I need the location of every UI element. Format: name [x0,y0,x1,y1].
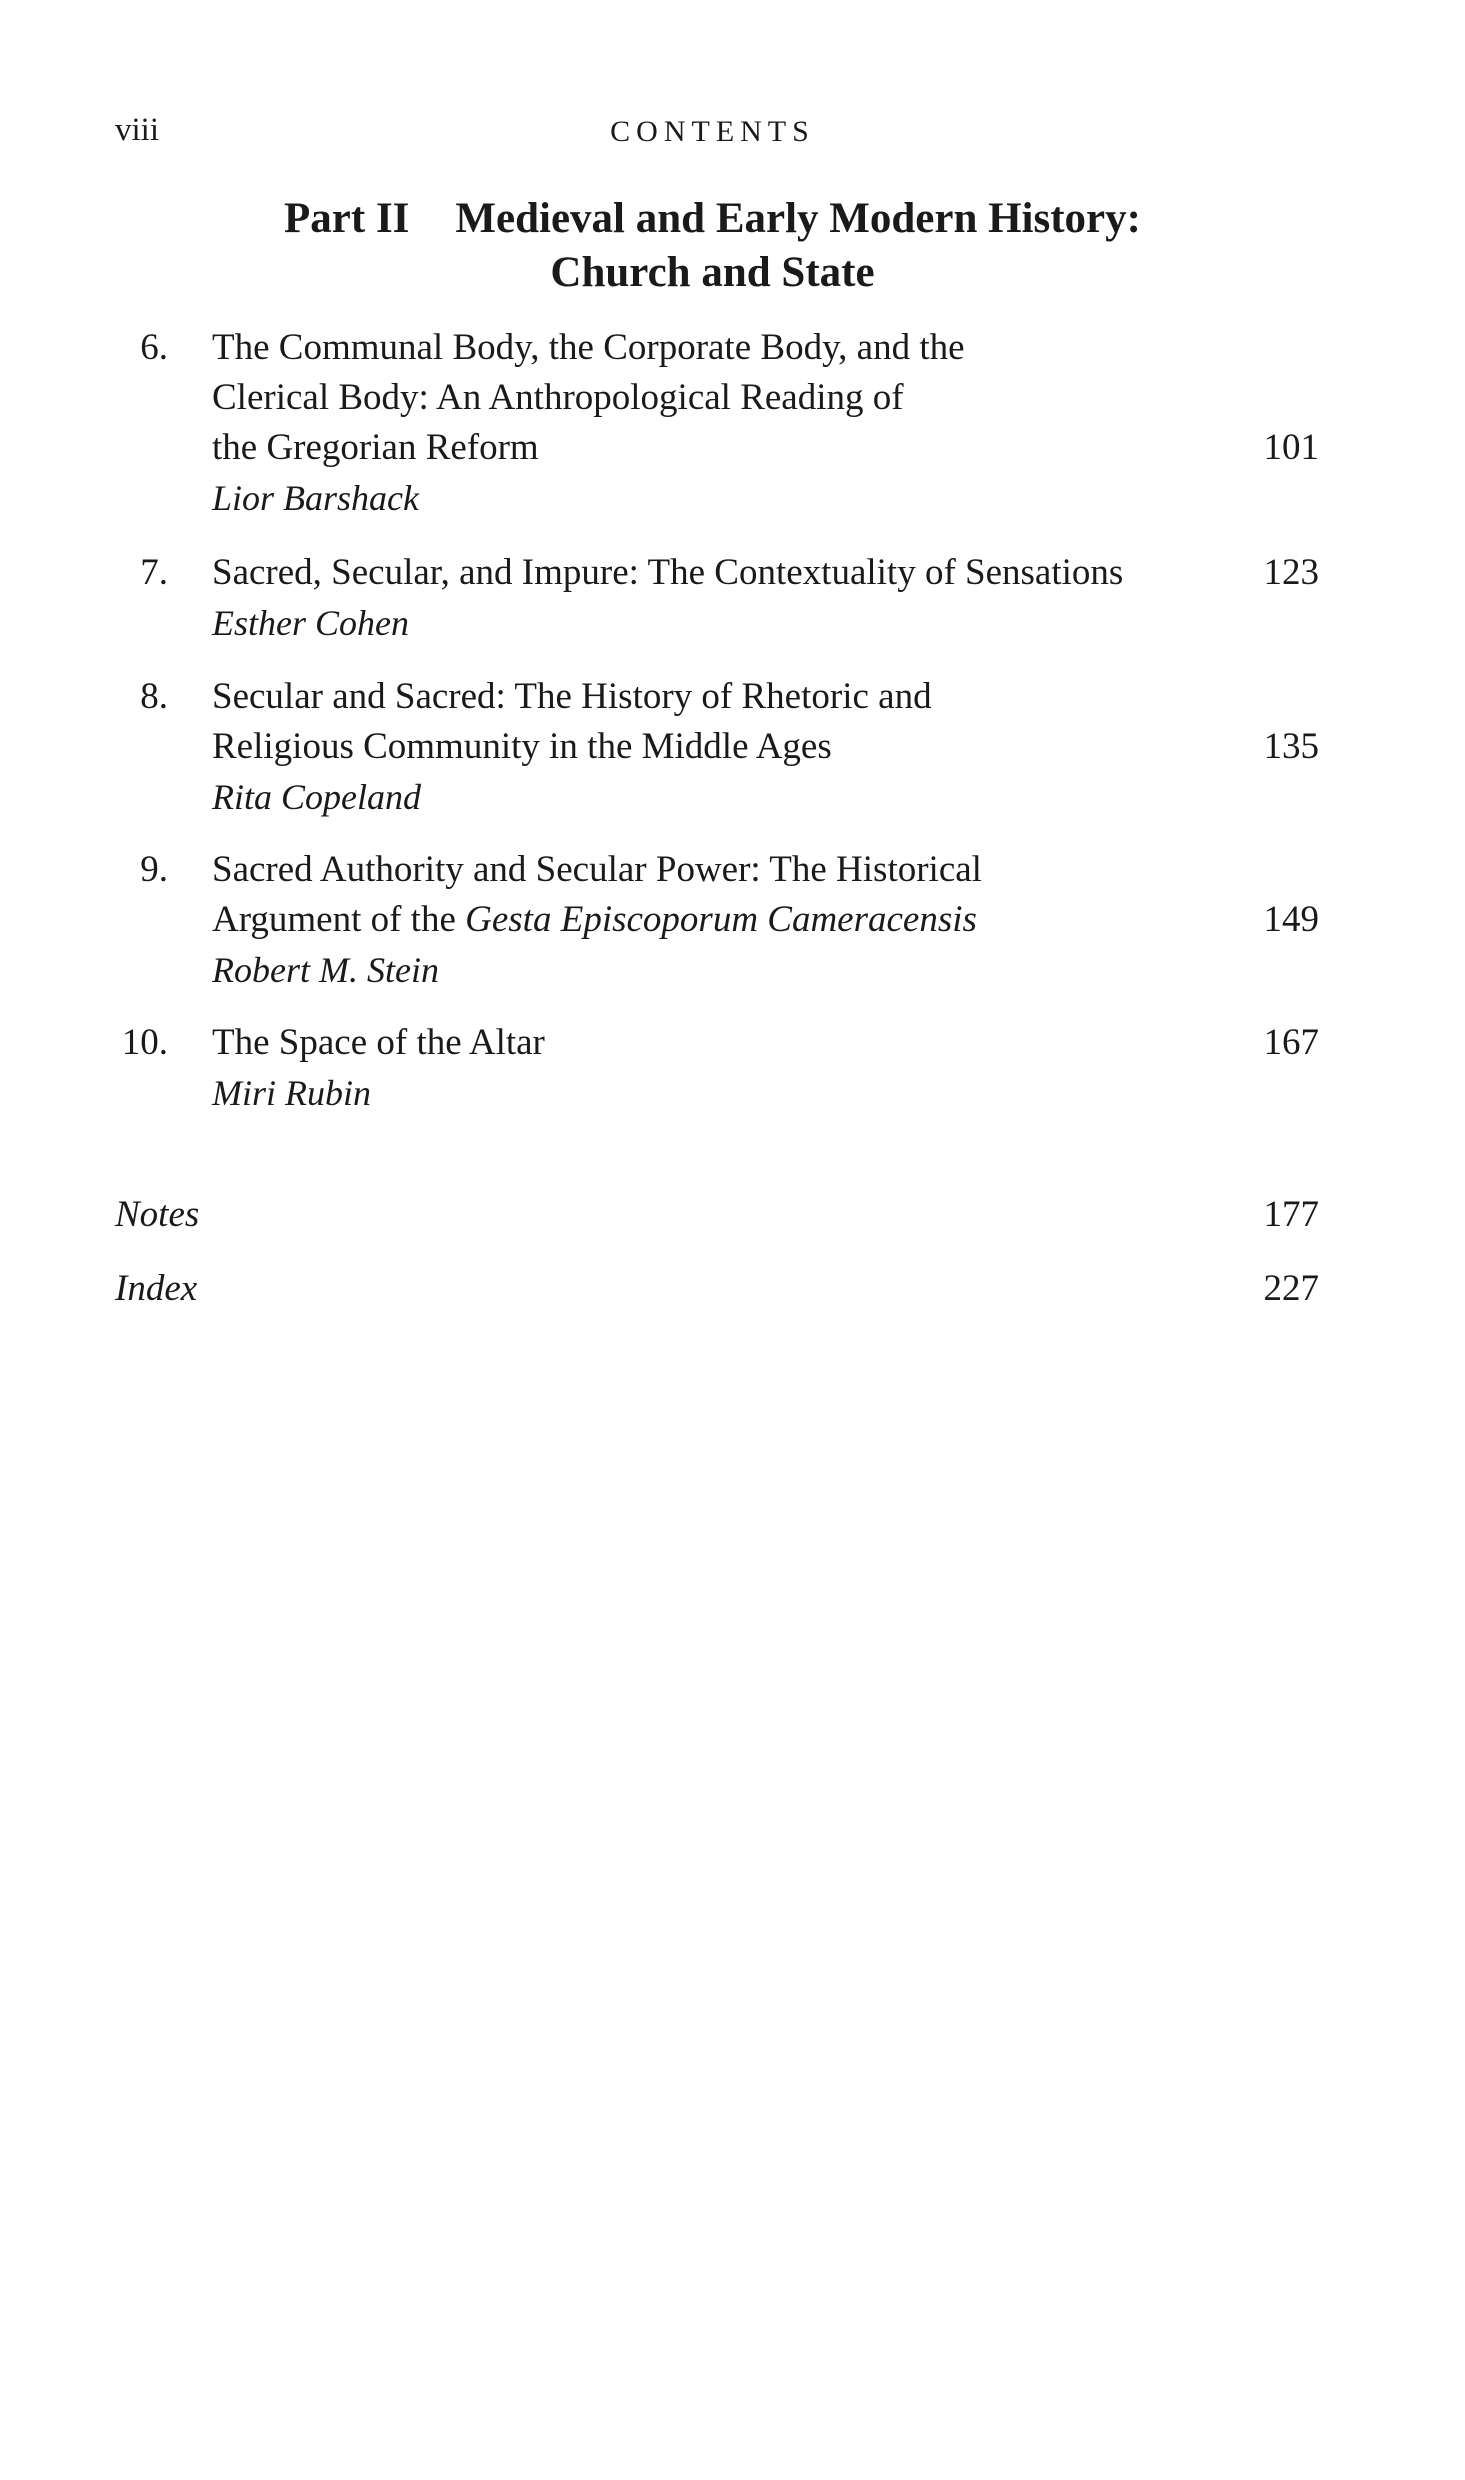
back-matter-page: 177 [1263,1194,1319,1235]
toc-notes[interactable] [0,1190,1465,1240]
chapter-title-italic: Gesta Episcoporum Cameracensis [465,899,977,940]
chapter-author: Lior Barshack [212,478,419,518]
chapter-title-line: Sacred, Secular, and Impure: The Contextuality of Sensations [212,552,1124,593]
running-head: CONTENTS [610,115,815,148]
chapter-author: Miri Rubin [212,1073,371,1113]
chapter-title [212,323,1212,473]
part-label: Part II [284,195,410,242]
part-title-line2: Church and State [550,249,875,296]
chapter-title-line: Sacred Authority and Secular Power: The Historical [212,849,982,890]
chapter-title-line: the Gregorian Reform [212,427,539,468]
part-title-line1: Medieval and Early Modern History: [455,195,1141,242]
chapter-title-text: Argument of the [212,899,466,940]
toc-index[interactable] [0,1264,1465,1314]
chapter-title [212,845,1212,945]
chapter-number: 8. [140,676,168,717]
chapter-author: Esther Cohen [212,603,409,643]
chapter-title-line: Secular and Sacred: The History of Rhetoric and [212,676,932,717]
chapter-title [212,548,1212,598]
chapter-title-line: The Communal Body, the Corporate Body, and the [212,327,965,368]
back-matter-label: Notes [115,1194,200,1235]
folio-number: viii [115,112,160,148]
chapter-author: Robert M. Stein [212,950,439,990]
chapter-number: 7. [140,552,168,593]
chapter-page-number: 167 [1263,1022,1319,1063]
chapter-title [212,672,1212,772]
chapter-page-number: 123 [1263,552,1319,593]
chapter-number: 10. [121,1022,168,1063]
chapter-page-number: 101 [1263,427,1319,468]
back-matter-page: 227 [1263,1268,1319,1309]
chapter-page-number: 149 [1263,899,1319,940]
chapter-number: 6. [140,327,168,368]
chapter-title-line [212,895,1212,945]
chapter-number: 9. [140,849,168,890]
chapter-author: Rita Copeland [212,777,421,817]
back-matter-label: Index [115,1268,198,1309]
chapter-page-number: 135 [1263,726,1319,767]
chapter-title-line: Religious Community in the Middle Ages [212,726,832,767]
part-heading [200,192,1225,300]
chapter-title-line: Clerical Body: An Anthropological Reading of [212,377,904,418]
chapter-title [212,1018,1212,1068]
chapter-title-line: The Space of the Altar [212,1022,545,1063]
